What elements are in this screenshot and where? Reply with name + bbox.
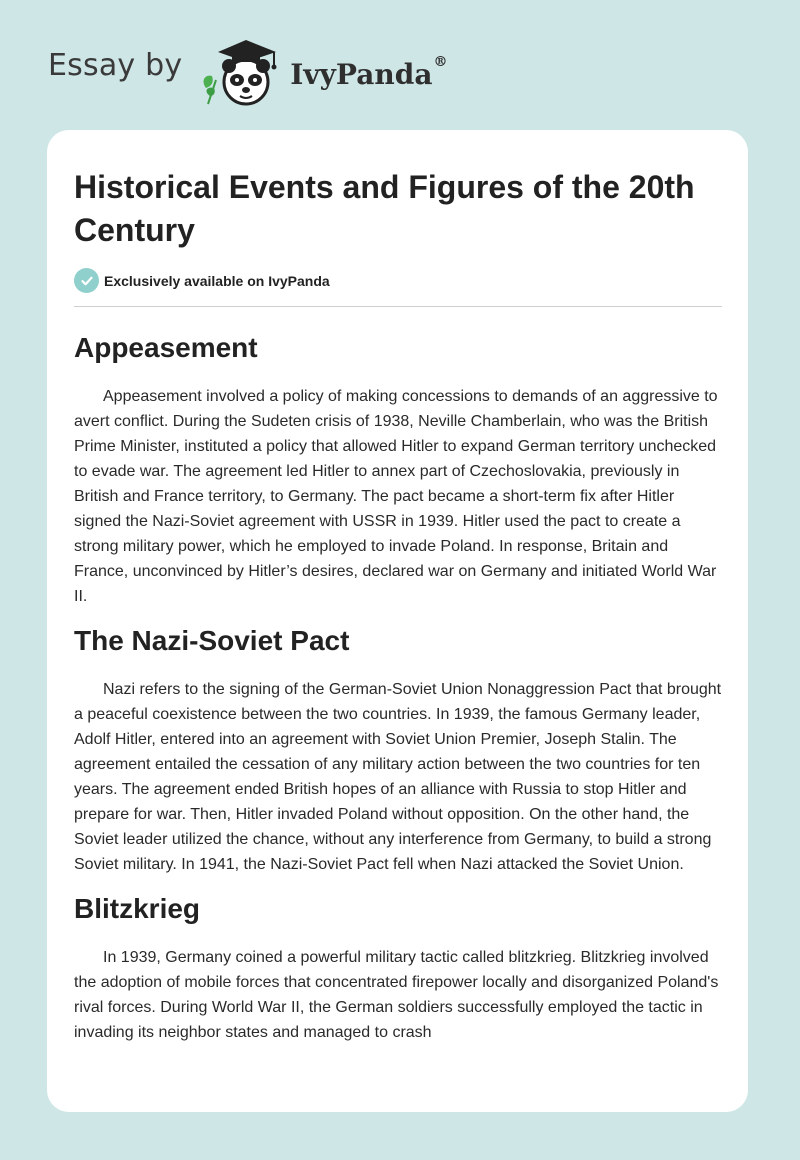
page-title: Historical Events and Figures of the 20th Century bbox=[74, 169, 695, 248]
brand-name[interactable] bbox=[290, 53, 448, 91]
section-paragraph-appeasement: Appeasement involved a policy of making concessions to demands of an aggressive to avert conflict. During the Sudeten crisis of 1938, Neville Chamberlain, who was the British Prime Minister, instituted a policy that allowed Hitler to expand German territory unchecked to evade war. The agreement led Hitler to annex part of Czechoslovakia, previously in British and France territory, to Germany. The pact became a short-term fix after Hitler signed the Nazi-Soviet agreement with USSR in 1939. Hitler used the pact to create a strong military power, which he employed to invade Poland. In response, Britain and France, unconvinced by Hitler’s desires, declared war on Germany and initiated World War II. bbox=[74, 388, 718, 605]
check-icon bbox=[74, 268, 99, 293]
registered-mark: ® bbox=[433, 53, 448, 70]
section-paragraph-blitzkrieg: In 1939, Germany coined a powerful military tactic called blitzkrieg. Blitzkrieg involved the adoption of mobile forces that concentrated firepower locally and disorganized Poland's rival forces. During World War II, the German soldiers successfully employed the tactic in invading its neighbor states and managed to crash bbox=[74, 949, 719, 1041]
essay-card bbox=[47, 130, 748, 1112]
exclusive-badge bbox=[74, 268, 722, 307]
section-heading-nazi-soviet-pact: The Nazi-Soviet Pact bbox=[74, 625, 350, 656]
site-header bbox=[48, 30, 447, 110]
panda-logo-icon[interactable] bbox=[196, 30, 288, 110]
section-heading-blitzkrieg: Blitzkrieg bbox=[74, 893, 201, 924]
section-paragraph-nazi-soviet-pact: Nazi refers to the signing of the German-Soviet Union Nonaggression Pact that brought a peaceful coexistence between the two countries. In 1939, the famous Germany leader, Adolf Hitler, entered into an agreement with Soviet Union Premier, Joseph Stalin. The agreement entailed the cessation of any military action between the two countries for ten years. The agreement ended British hopes of an alliance with Russia to stop Hitler and prepare for war. Then, Hitler invaded Poland without opposition. On the other hand, the Soviet leader utilized the chance, without any interference from Germany, to build a strong Soviet military. In 1941, the Nazi-Soviet Pact fell when Nazi attacked the Soviet Union. bbox=[74, 681, 722, 873]
exclusive-badge-label: Exclusively available on IvyPanda bbox=[104, 272, 330, 289]
section-heading-appeasement: Appeasement bbox=[74, 332, 258, 363]
essay-by-label: Essay by bbox=[48, 47, 183, 83]
brand-name-text: IvyPanda bbox=[290, 57, 433, 91]
